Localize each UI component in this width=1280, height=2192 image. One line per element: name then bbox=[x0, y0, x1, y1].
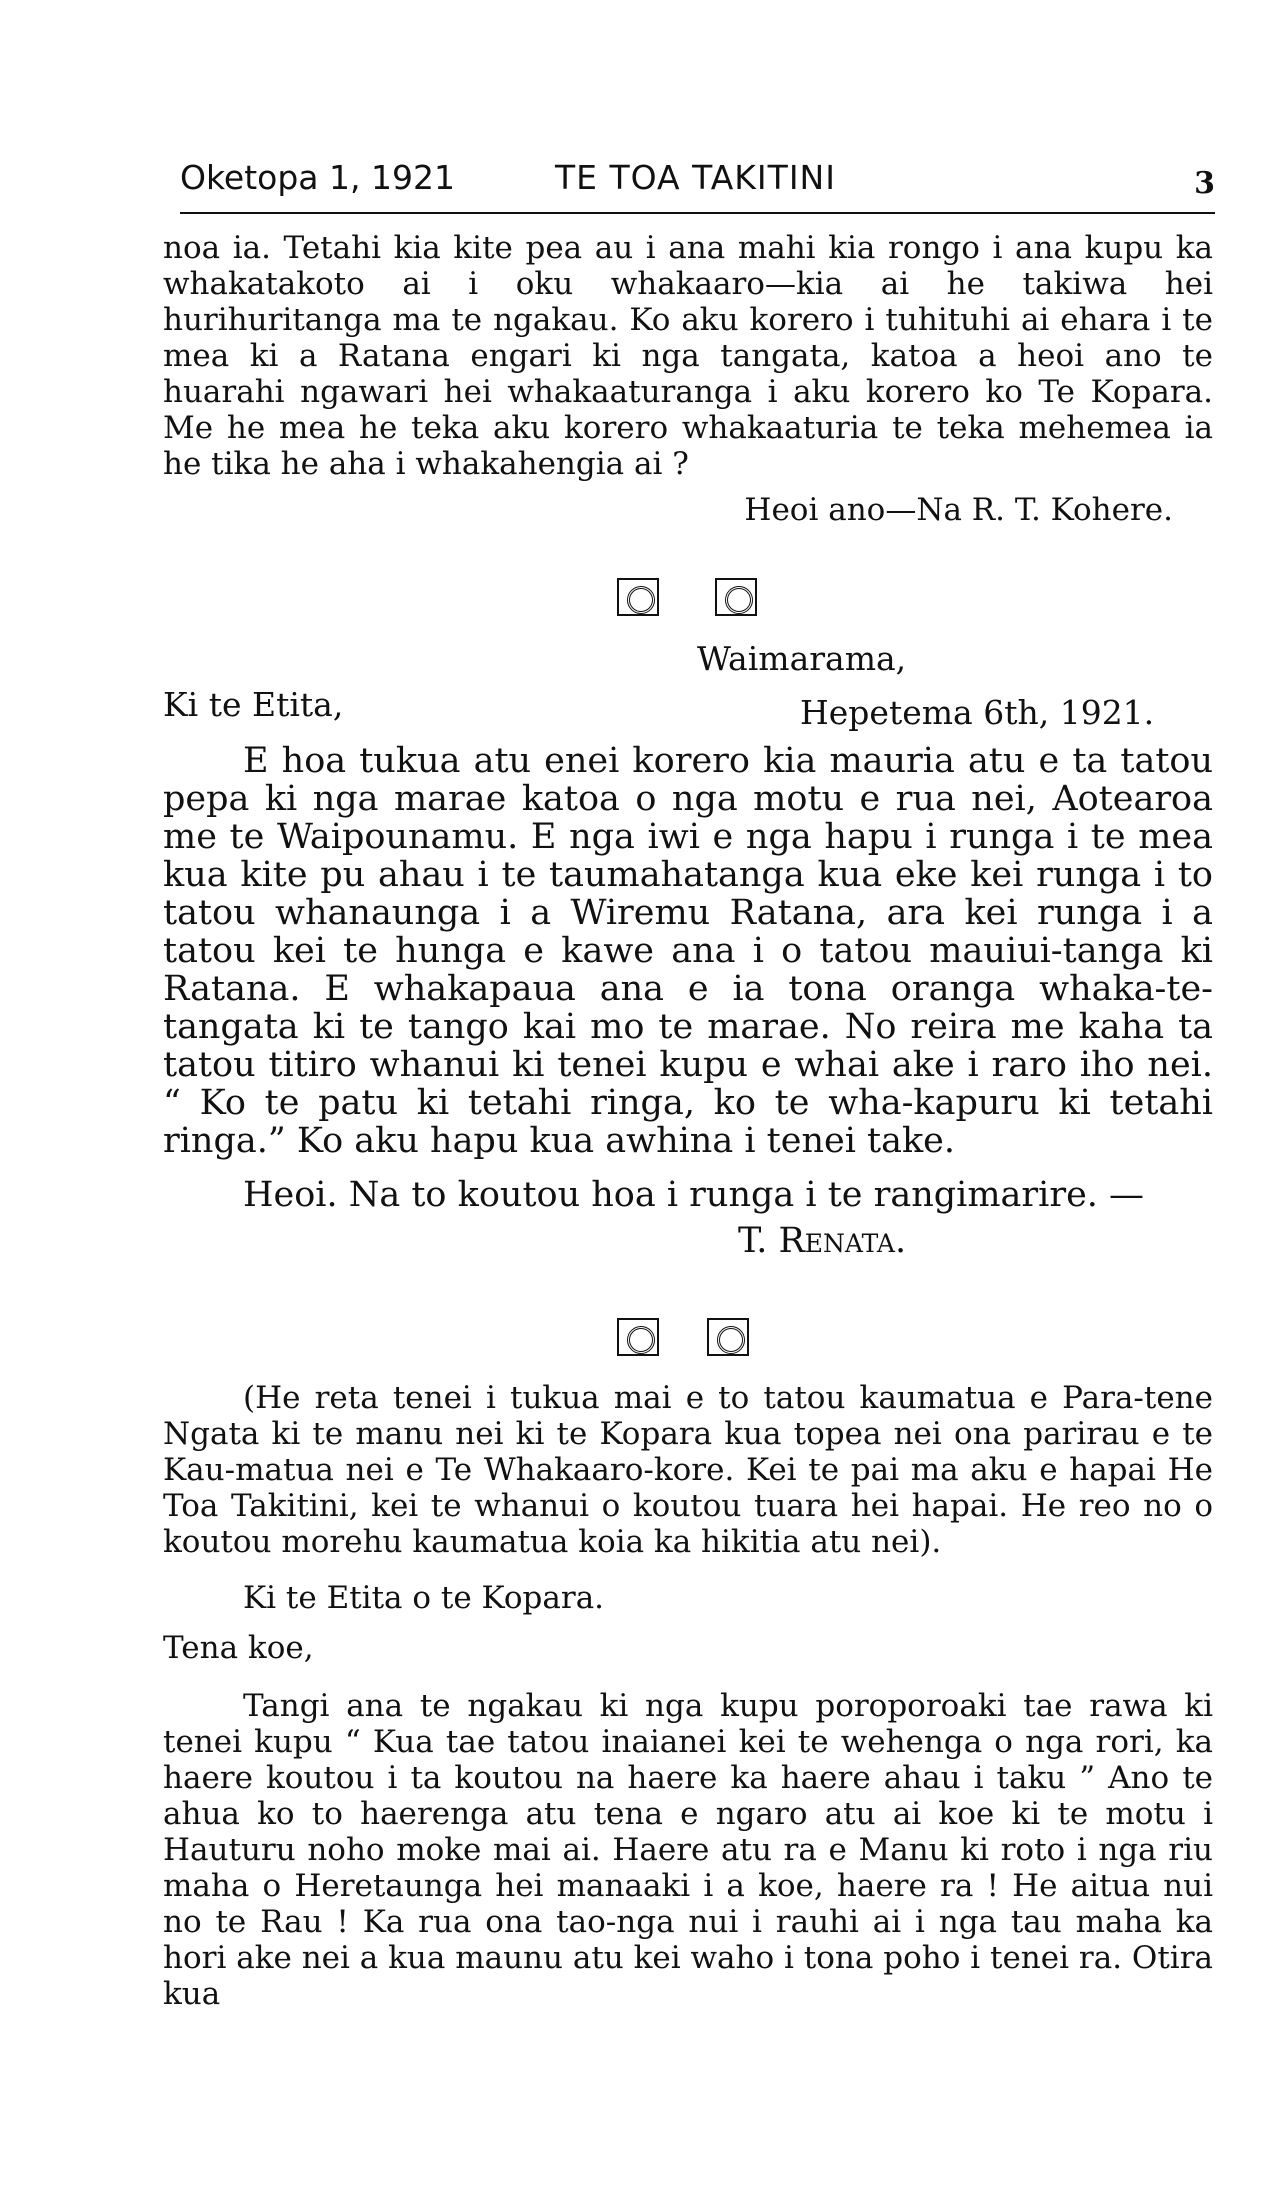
letter-2-signature: T. Renata. bbox=[738, 1221, 907, 1261]
ornament-icon bbox=[715, 578, 757, 616]
letter-2-salutation: Ki te Etita, bbox=[163, 685, 344, 724]
page-number: 3 bbox=[1194, 166, 1215, 201]
letter-3-salutation: Ki te Etita o te Kopara. bbox=[243, 1580, 605, 1616]
letter-3-body: Tangi ana te ngakau ki nga kupu poroporoaki tae rawa ki tenei kupu “ Kua tae tatou inaianei kei te wehenga o nga rori, ka haere koutou i ta koutou na haere ka haere ahau i taku ” Ano te ahua ko to haerenga atu tena e ngaro atu ai koe ki te motu i Hauturu noho moke mai ai. Haere atu ra e Manu ki roto i nga riu maha o Heretaunga hei manaaki i a koe, haere ra ! He aitua nui no te Rau ! Ka rua ona tao-nga nui i rauhi ai i nga tau maha ka hori ake nei a kua maunu atu kei waho i tona poho i tenei ra. Otira kua bbox=[163, 1688, 1213, 2012]
letter-2-closing: Heoi. Na to koutou hoa i runga i te rangimarire. — bbox=[243, 1175, 1145, 1215]
letter-2-place: Waimarama, bbox=[697, 639, 907, 678]
publication-title: TE TOA TAKITINI bbox=[555, 158, 836, 197]
ornament-icon bbox=[617, 1318, 659, 1356]
letter-3-greeting: Tena koe, bbox=[163, 1630, 314, 1666]
letter-2-date: Hepetema 6th, 1921. bbox=[800, 693, 1155, 732]
letter-1-body: noa ia. Tetahi kia kite pea au i ana mahi kia rongo i ana kupu ka whakatakoto ai i oku whakaaro—kia ai he takiwa hei hurihuritanga ma te ngakau. Ko aku korero i tuhituhi ai ehara i te mea ki a Ratana engari ki nga tangata, katoa a heoi ano te huarahi ngawari hei whakaaturanga i aku korero ko Te Kopara. Me he mea he teka aku korero whakaaturia te teka mehemea ia he tika he aha i whakahengia ai ? bbox=[163, 230, 1213, 482]
letter-2 bbox=[163, 742, 1213, 1260]
ornament-icon bbox=[617, 578, 659, 616]
letter-2-body: E hoa tukua atu enei korero kia mauria atu e ta tatou pepa ki nga marae katoa o nga motu e rua nei, Aotearoa me te Waipounamu. E nga iwi e nga hapu i runga i te mea kua kite pu ahau i te taumahatanga kua eke kei runga i to tatou whanaunga i a Wiremu Ratana, ara kei runga i a tatou kei te hunga e kawe ana i o tatou mauiui-tanga ki Ratana. E whakapaua ana e ia tona oranga whaka-te-tangata ki te tango kai mo te marae. No reira me kaha ta tatou titiro whanui ki tenei kupu e whai ake i raro iho nei. “ Ko te patu ki tetahi ringa, ko te wha-kapuru ki tetahi ringa.” Ko aku hapu kua awhina i tenei take. bbox=[163, 741, 1213, 1161]
letter-3 bbox=[163, 1380, 1213, 2012]
header-rule bbox=[180, 212, 1215, 214]
issue-date: Oketopa 1, 1921 bbox=[180, 158, 455, 197]
letter-1 bbox=[163, 230, 1213, 528]
letter-3-intro: (He reta tenei i tukua mai e to tatou kaumatua e Para-tene Ngata ki te manu nei ki te Kopara kua topea nei ona parirau e te Kau-matua nei e Te Whakaaro-kore. Kei te pai ma aku e hapai He Toa Takitini, kei te whanui o koutou tuara hei hapai. He reo no o koutou morehu kaumatua koia ka hikitia atu nei). bbox=[163, 1380, 1213, 1560]
letter-1-signoff: Heoi ano—Na R. T. Kohere. bbox=[744, 492, 1173, 528]
running-header bbox=[180, 158, 1215, 218]
ornament-icon bbox=[707, 1318, 749, 1356]
